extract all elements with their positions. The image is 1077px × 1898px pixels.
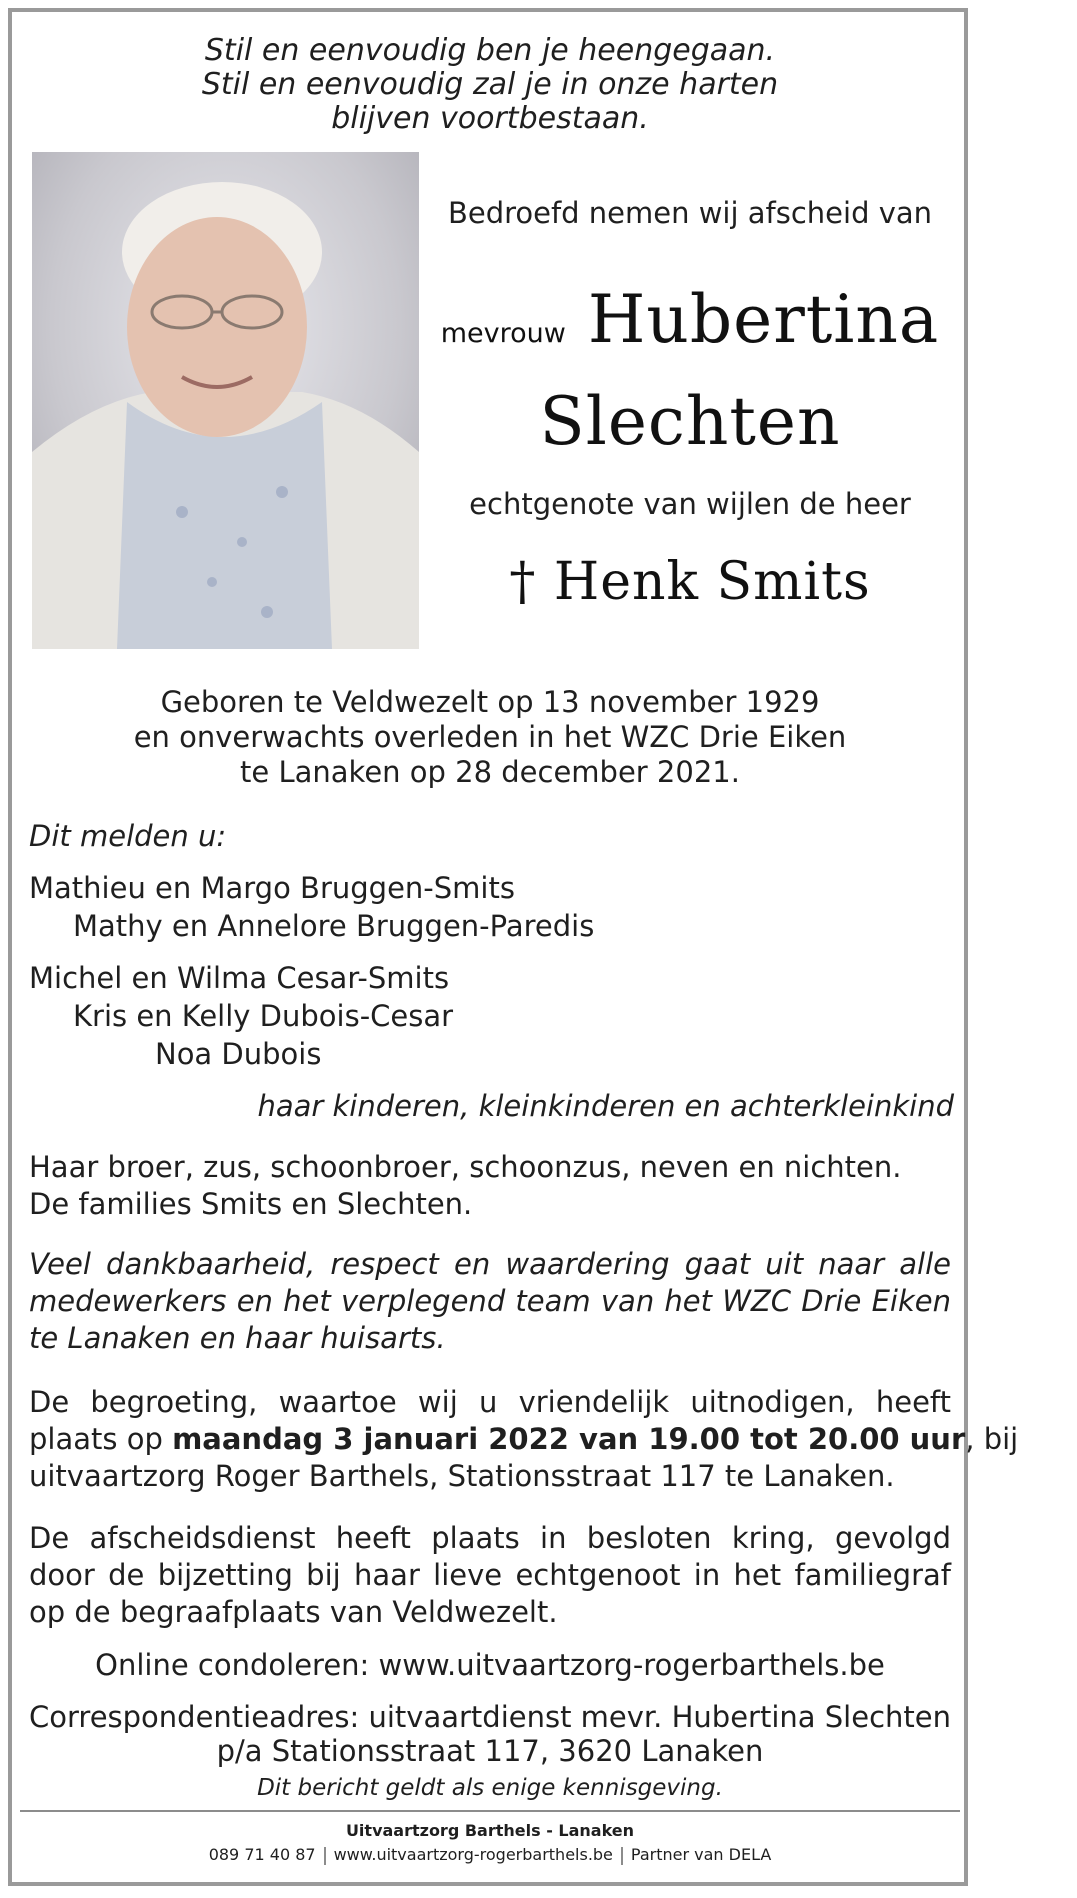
- visitation-paragraph: [29, 1384, 1019, 1495]
- correspondence: [29, 1700, 951, 1768]
- poem: [60, 34, 920, 136]
- footer-partner: Partner van DELA: [630, 1845, 772, 1864]
- title-prefix: mevrouw: [440, 318, 566, 349]
- thanks-line: medewerkers en het verplegend team van het WZC Drie Eiken: [29, 1284, 951, 1318]
- thanks-line: te Lanaken en haar huisarts.: [29, 1321, 446, 1355]
- deceased-last-name: Slechten: [539, 383, 841, 460]
- footer-separator: [324, 1847, 326, 1865]
- portrait-photo: [32, 152, 419, 649]
- family-member: Kris en Kelly Dubois-Cesar: [73, 999, 454, 1033]
- spouse-name: † Henk Smits: [509, 552, 871, 612]
- birth-line: en onverwachts overleden in het WZC Drie Eiken: [133, 720, 847, 754]
- funeral-home-name: Uitvaartzorg Barthels - Lanaken: [345, 1821, 635, 1840]
- correspondence-line: p/a Stationsstraat 117, 3620 Lanaken: [216, 1734, 764, 1768]
- family-member: Mathieu en Margo Bruggen-Smits: [29, 871, 515, 905]
- siblings-line: Haar broer, zus, schoonbroer, schoonzus, neven en nichten.: [29, 1150, 902, 1184]
- spouse-intro: echtgenote van wijlen de heer: [469, 487, 911, 521]
- visitation-datetime: maandag 3 januari 2022 van 19.00 tot 20.00 uur: [172, 1422, 966, 1456]
- footer-contact: [20, 1845, 960, 1865]
- footer-separator: [621, 1847, 623, 1865]
- deceased-first-name: Hubertina: [587, 281, 940, 358]
- poem-line: Stil en eenvoudig zal je in onze harten: [201, 67, 779, 102]
- visitation-text: , bij: [965, 1422, 1019, 1456]
- service-line: De afscheidsdienst heeft plaats in besloten kring, gevolgd: [29, 1521, 951, 1555]
- thanks-line: Veel dankbaarheid, respect en waardering gaat uit naar alle: [29, 1247, 951, 1281]
- online-condolences: Online condoleren: www.uitvaartzorg-rogerbarthels.be: [95, 1648, 885, 1682]
- visitation-line: [29, 1421, 1019, 1458]
- footer-divider: [20, 1810, 960, 1812]
- birth-line: Geboren te Veldwezelt op 13 november 1929: [160, 685, 820, 719]
- birth-death-details: [40, 685, 940, 790]
- visitation-line: De begroeting, waartoe wij u vriendelijk uitnodigen, heeft: [29, 1385, 951, 1419]
- service-line: door de bijzetting bij haar lieve echtgenoot in het familiegraf: [29, 1558, 951, 1592]
- farewell-intro: Bedroefd nemen wij afscheid van: [447, 196, 933, 230]
- visitation-line: uitvaartzorg Roger Barthels, Stationsstraat 117 te Lanaken.: [29, 1459, 895, 1493]
- visitation-text: plaats op: [29, 1422, 173, 1456]
- family-heading: Dit melden u:: [29, 819, 227, 853]
- service-line: op de begraafplaats van Veldwezelt.: [29, 1595, 558, 1629]
- poem-line: Stil en eenvoudig ben je heengegaan.: [204, 33, 776, 68]
- footer-phone: 089 71 40 87: [208, 1845, 316, 1864]
- footer-website[interactable]: www.uitvaartzorg-rogerbarthels.be: [333, 1845, 613, 1864]
- families-line: De families Smits en Slechten.: [29, 1187, 473, 1221]
- poem-line: blijven voortbestaan.: [331, 101, 649, 136]
- birth-line: te Lanaken op 28 december 2021.: [240, 755, 740, 789]
- family-member: Noa Dubois: [155, 1037, 322, 1071]
- family-relation: haar kinderen, kleinkinderen en achterkleinkind: [257, 1089, 954, 1123]
- correspondence-line: Correspondentieadres: uitvaartdienst mevr. Hubertina Slechten: [29, 1700, 951, 1734]
- family-member: Michel en Wilma Cesar-Smits: [29, 961, 450, 995]
- service-paragraph: [29, 1520, 951, 1631]
- deceased-first-name-line: [430, 282, 950, 372]
- family-member: Mathy en Annelore Bruggen-Paredis: [73, 909, 595, 943]
- thanks-paragraph: [29, 1246, 951, 1357]
- notice: Dit bericht geldt als enige kennisgeving.: [257, 1775, 723, 1801]
